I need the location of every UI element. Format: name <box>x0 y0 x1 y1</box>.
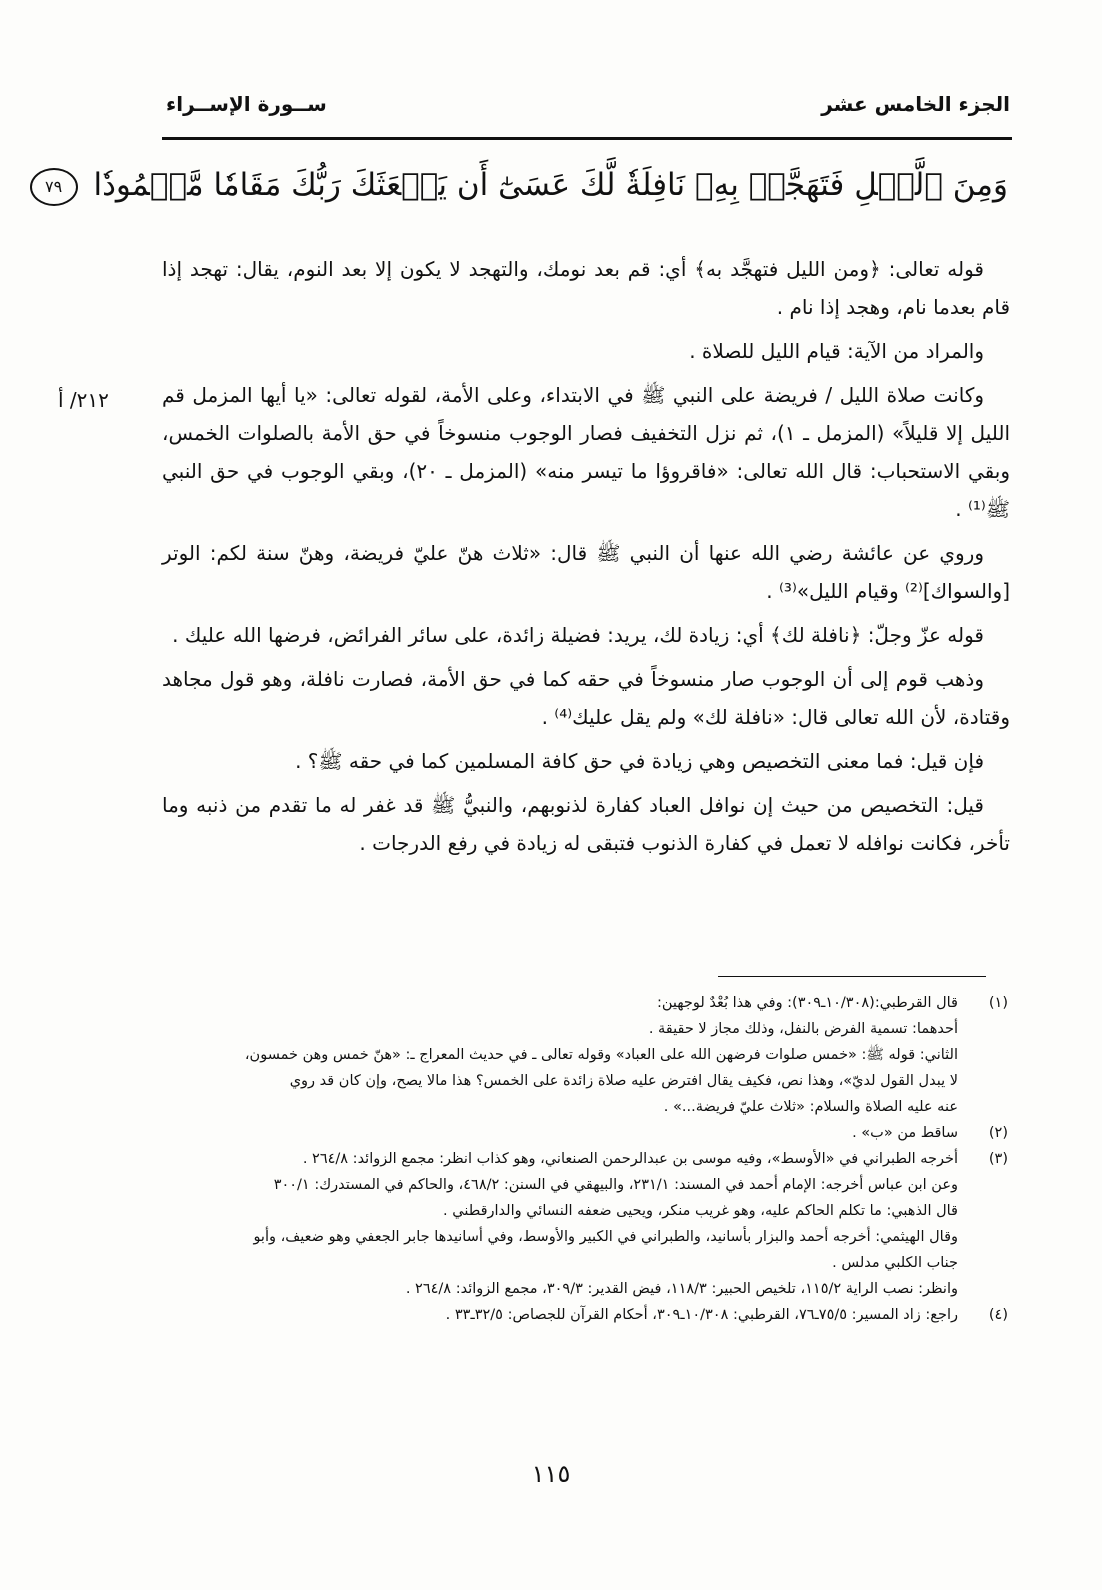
footnotes <box>162 990 1008 1328</box>
manuscript-folio-note: ٢١٢/ أ <box>58 388 109 412</box>
footnote-line: عنه عليه الصلاة والسلام: «ثلاث عليّ فريضة...» . <box>663 1099 958 1115</box>
paragraph: قيل: التخصيص من حيث إن نوافل العباد كفارة لذنوبهم، والنبيُّ ﷺ قد غفر له ما تقدم من ذنبه وما تأخر، فكانت نوافله لا تعمل في كفارة الذنوب فتبقى له زيادة في رفع الدرجات . <box>162 793 1010 855</box>
footnote-separator <box>718 976 986 977</box>
footnote-number: (٣) <box>988 1151 1008 1167</box>
footnote <box>162 990 1008 1120</box>
ayah-number-marker: ٧٩ <box>30 168 78 206</box>
running-header-surah: ســورة الإســراء <box>166 92 327 116</box>
paragraph: قوله تعالى: ﴿ومن الليل فتهجَّد به﴾ أي: قم بعد نومك، والتهجد لا يكون إلا بعد النوم، يقال: تهجد إذا قام بعدما نام، وهجد إذا نام . <box>162 257 1010 319</box>
footnote-number: (١) <box>988 995 1008 1011</box>
footnote-line: أحدهما: تسمية الفرض بالنفل، وذلك مجاز لا حقيقة . <box>648 1021 958 1037</box>
paragraph: وكانت صلاة الليل / فريضة على النبي ﷺ في الابتداء، وعلى الأمة، لقوله تعالى: «يا أيها المزمل قم الليل إلا قليلاً» (المزمل ـ ١)، ثم نزل التخفيف فصار الوجوب منسوخاً في حق الأمة بالصلوات الخمس، وبقي الاستحباب: قال الله تعالى: «فاقروؤا ما تيسر منه» (المزمل ـ ٢٠)، وبقي الوجوب في حق النبي ﷺ⁽¹⁾ . <box>162 383 1011 521</box>
footnote-line: أخرجه الطبراني في «الأوسط»، وفيه موسى بن عبدالرحمن الصنعاني، وهو كذاب انظر: مجمع الزوائد: ٢٦٤/٨ . <box>302 1151 958 1167</box>
header-rule <box>162 137 1012 140</box>
footnote-line: وانظر: نصب الراية ١١٥/٢، تلخيص الحبير: ١١٨/٣، فيض القدير: ٣٠٩/٣، مجمع الزوائد: ٢٦٤/٨ . <box>405 1281 958 1297</box>
paragraph: فإن قيل: فما معنى التخصيص وهي زيادة في حق كافة المسلمين كما في حقه ﷺ؟ . <box>295 749 984 773</box>
page-number: ١١٥ <box>531 1460 571 1488</box>
footnote <box>162 1146 1008 1302</box>
paragraph: وروي عن عائشة رضي الله عنها أن النبي ﷺ قال: «ثلاث هنّ عليّ فريضة، وهنّ سنة لكم: الوتر [والسواك]⁽²⁾ وقيام الليل»⁽³⁾ . <box>162 541 1010 603</box>
footnote-line: وعن ابن عباس أخرجه: الإمام أحمد في المسند: ٢٣١/١، والبيهقي في السنن: ٤٦٨/٢، والحاكم في المستدرك: ٣٠٠/١ <box>273 1177 958 1193</box>
footnote-number: (٢) <box>988 1125 1008 1141</box>
footnote-line: جناب الكلبي مدلس . <box>832 1255 958 1271</box>
footnote-number: (٤) <box>988 1307 1008 1323</box>
quran-verse <box>45 150 1008 220</box>
footnote-line: راجع: زاد المسير: ٧٥/٥ـ٧٦، القرطبي: ١٠/٣٠٨ـ٣٠٩، أحكام القرآن للجصاص: ٣٢/٥ـ٣٣ . <box>445 1307 958 1323</box>
paragraph: والمراد من الآية: قيام الليل للصلاة . <box>689 339 984 363</box>
footnote-line: ساقط من «ب» . <box>852 1125 958 1141</box>
paragraph: قوله عزّ وجلّ: ﴿نافلة لك﴾ أي: زيادة لك، يريد: فضيلة زائدة، على سائر الفرائض، فرضها الله عليك . <box>172 623 984 647</box>
verse-text: وَمِنَ ٱلَّيۡلِ فَتَهَجَّدۡ بِهِۦ نَافِلَةٗ لَّكَ عَسَىٰٓ أَن يَبۡعَثَكَ رَبُّكَ مَقَامٗا مَّحۡمُودٗا <box>93 167 1008 203</box>
paragraph: وذهب قوم إلى أن الوجوب صار منسوخاً في حقه كما في حق الأمة، فصارت نافلة، وهو قول مجاهد وقتادة، لأن الله تعالى قال: «نافلة لك» ولم يقل عليك⁽⁴⁾ . <box>162 667 1010 729</box>
footnote-line: قال الذهبي: ما تكلم الحاكم عليه، وهو غريب منكر، ويحيى ضعفه النسائي والدارقطني . <box>443 1203 958 1219</box>
footnote <box>162 1302 1008 1328</box>
footnote-line: لا يبدل القول لديّ»، وهذا نص، فكيف يقال افترض عليه صلاة زائدة على الخمس؟ هذا مالا يصح، وإن كان قد روي <box>289 1073 958 1089</box>
footnote <box>162 1120 1008 1146</box>
footnote-line: وقال الهيثمي: أخرجه أحمد والبزار بأسانيد، والطبراني في الكبير والأوسط، وفي أسانيدها جابر الجعفي وهو ضعيف، وأبو <box>253 1229 958 1245</box>
running-header-part: الجزء الخامس عشر <box>821 92 1010 116</box>
footnote-line: قال القرطبي:(١٠/٣٠٨ـ٣٠٩): وفي هذا بُعْدٌ لوجهين: <box>656 995 958 1011</box>
footnote-line: الثاني: قوله ﷺ: «خمس صلوات فرضهن الله على العباد» وقوله تعالى ـ في حديث المعراج ـ: «هنّ خمس وهن خمسون، <box>244 1047 958 1063</box>
commentary-body <box>162 250 1010 868</box>
